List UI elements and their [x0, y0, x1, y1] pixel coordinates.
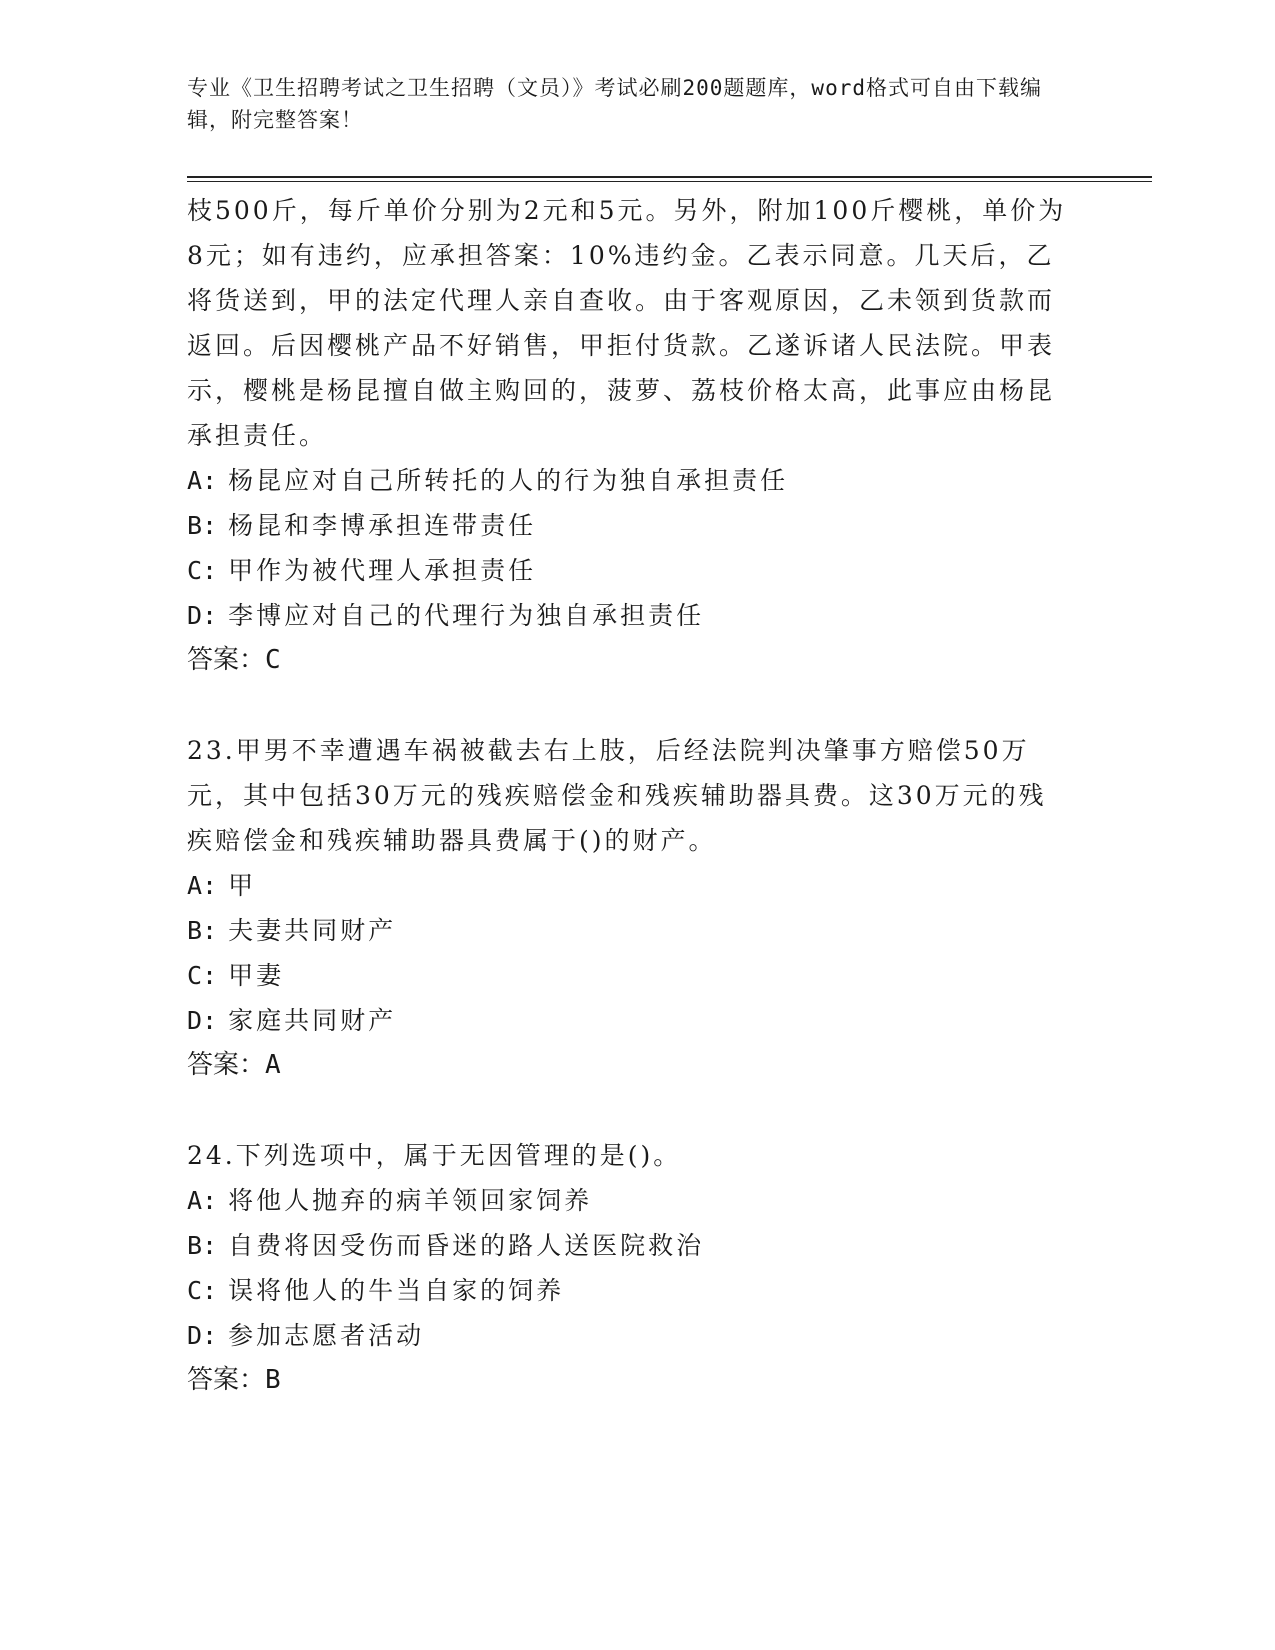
option-text: 杨昆应对自己所转托的人的行为独自承担责任: [228, 466, 789, 495]
option-text: 自费将因受伤而昏迷的路人送医院救治: [228, 1231, 705, 1260]
option-key: D:: [187, 1006, 218, 1035]
question-23: [187, 728, 1067, 1088]
header-rule-thin: [187, 181, 1152, 182]
option-key: D:: [187, 601, 218, 630]
question-stem: 23.甲男不幸遭遇车祸被截去右上肢，后经法院判决肇事方赔偿50万元，其中包括30万元的残疾赔偿金和残疾辅助器具费。这30万元的残疾赔偿金和残疾辅助器具费属于()的财产。: [187, 736, 1047, 855]
option-c: [187, 548, 1067, 593]
option-text: 参加志愿者活动: [228, 1321, 425, 1350]
option-key: C:: [187, 961, 218, 990]
spacer: [187, 1088, 1067, 1133]
option-a: [187, 458, 1067, 503]
answer-line: 答案：B: [187, 1365, 281, 1395]
spacer: [187, 683, 1067, 728]
option-d: [187, 1313, 1067, 1358]
option-d: [187, 593, 1067, 638]
option-b: [187, 503, 1067, 548]
option-key: C:: [187, 556, 218, 585]
option-key: D:: [187, 1321, 218, 1350]
option-text: 甲妻: [228, 961, 285, 990]
option-key: B:: [187, 511, 218, 540]
question-stem: 枝500斤，每斤单价分别为2元和5元。另外，附加100斤樱桃，单价为8元；如有违约，应承担答案：10%违约金。乙表示同意。几天后，乙将货送到，甲的法定代理人亲自查收。由于客观原因，乙未领到货款而返回。后因樱桃产品不好销售，甲拒付货款。乙遂诉诸人民法院。甲表示，樱桃是杨昆擅自做主购回的，菠萝、荔枝价格太高，此事应由杨昆承担责任。: [187, 196, 1067, 450]
option-c: [187, 1268, 1067, 1313]
option-text: 误将他人的牛当自家的饲养: [228, 1276, 565, 1305]
option-d: [187, 998, 1067, 1043]
option-text: 甲作为被代理人承担责任: [228, 556, 537, 585]
question-continued: [187, 188, 1067, 683]
option-text: 李博应对自己的代理行为独自承担责任: [228, 601, 705, 630]
document-body: [187, 188, 1067, 1403]
option-key: A:: [187, 871, 218, 900]
option-key: C:: [187, 1276, 218, 1305]
option-text: 杨昆和李博承担连带责任: [228, 511, 537, 540]
option-a: [187, 1178, 1067, 1223]
option-key: A:: [187, 466, 218, 495]
option-c: [187, 953, 1067, 998]
option-a: [187, 863, 1067, 908]
option-text: 将他人抛弃的病羊领回家饲养: [228, 1186, 593, 1215]
answer-line: 答案：A: [187, 1050, 281, 1080]
option-b: [187, 908, 1067, 953]
option-text: 甲: [228, 871, 257, 900]
document-header: 专业《卫生招聘考试之卫生招聘（文员）》考试必刷200题题库，word格式可自由下载编辑，附完整答案！: [187, 76, 1042, 132]
option-key: B:: [187, 916, 218, 945]
option-key: A:: [187, 1186, 218, 1215]
answer-line: 答案：C: [187, 645, 281, 675]
option-text: 家庭共同财产: [228, 1006, 397, 1035]
option-text: 夫妻共同财产: [228, 916, 397, 945]
question-24: [187, 1133, 1067, 1403]
option-key: B:: [187, 1231, 218, 1260]
header-rule-thick: [187, 176, 1152, 178]
option-b: [187, 1223, 1067, 1268]
question-stem: 24.下列选项中，属于无因管理的是()。: [187, 1141, 682, 1170]
